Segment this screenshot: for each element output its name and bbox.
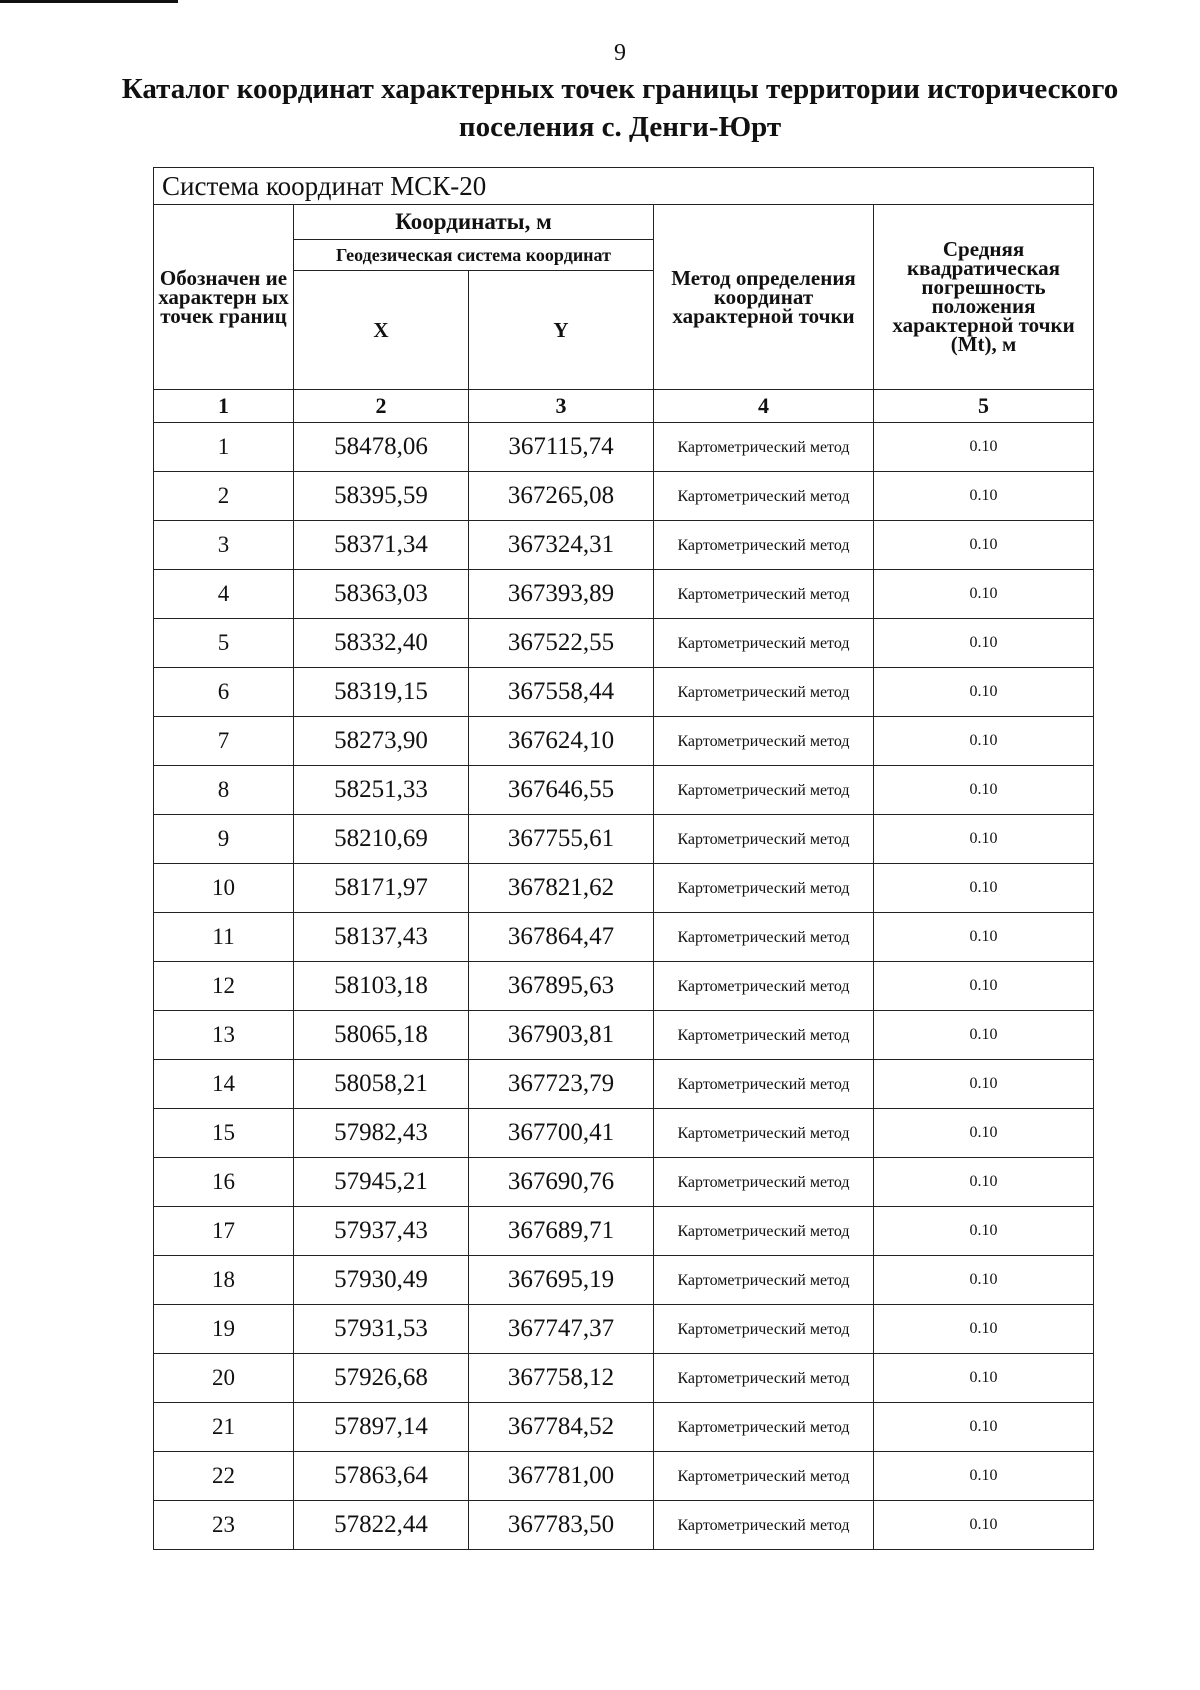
method-cell: Картометрический метод — [654, 717, 874, 766]
table-row — [154, 1109, 1094, 1158]
x-coordinate-cell: 57822,44 — [294, 1501, 469, 1550]
table-row — [154, 766, 1094, 815]
table-row — [154, 1158, 1094, 1207]
error-cell: 0.10 — [874, 1011, 1094, 1060]
x-coordinate-cell: 58210,69 — [294, 815, 469, 864]
y-coordinate-cell: 367700,41 — [469, 1109, 654, 1158]
point-number-cell: 8 — [154, 766, 294, 815]
method-cell: Картометрический метод — [654, 962, 874, 1011]
x-coordinate-cell: 57926,68 — [294, 1354, 469, 1403]
table-row — [154, 472, 1094, 521]
method-cell: Картометрический метод — [654, 570, 874, 619]
method-cell: Картометрический метод — [654, 423, 874, 472]
method-cell: Картометрический метод — [654, 668, 874, 717]
error-cell: 0.10 — [874, 815, 1094, 864]
y-coordinate-cell: 367624,10 — [469, 717, 654, 766]
point-number-cell: 19 — [154, 1305, 294, 1354]
point-number-cell: 16 — [154, 1158, 294, 1207]
point-number-cell: 6 — [154, 668, 294, 717]
y-coordinate-cell: 367646,55 — [469, 766, 654, 815]
x-coordinate-cell: 57931,53 — [294, 1305, 469, 1354]
x-coordinate-cell: 58395,59 — [294, 472, 469, 521]
error-cell: 0.10 — [874, 913, 1094, 962]
method-cell: Картометрический метод — [654, 1207, 874, 1256]
method-cell: Картометрический метод — [654, 864, 874, 913]
error-cell: 0.10 — [874, 1256, 1094, 1305]
x-coordinate-cell: 57897,14 — [294, 1403, 469, 1452]
table-row — [154, 1354, 1094, 1403]
x-coordinate-cell: 58103,18 — [294, 962, 469, 1011]
error-cell: 0.10 — [874, 423, 1094, 472]
error-cell: 0.10 — [874, 864, 1094, 913]
method-cell: Картометрический метод — [654, 1501, 874, 1550]
point-number-cell: 14 — [154, 1060, 294, 1109]
y-coordinate-cell: 367324,31 — [469, 521, 654, 570]
method-cell: Картометрический метод — [654, 815, 874, 864]
y-coordinate-cell: 367723,79 — [469, 1060, 654, 1109]
y-coordinate-cell: 367393,89 — [469, 570, 654, 619]
table-row — [154, 1452, 1094, 1501]
point-number-cell: 23 — [154, 1501, 294, 1550]
method-cell: Картометрический метод — [654, 1305, 874, 1354]
method-cell: Картометрический метод — [654, 913, 874, 962]
error-cell: 0.10 — [874, 1354, 1094, 1403]
table-row — [154, 1011, 1094, 1060]
x-coordinate-cell: 58171,97 — [294, 864, 469, 913]
table-row — [154, 815, 1094, 864]
table-row — [154, 423, 1094, 472]
y-coordinate-cell: 367758,12 — [469, 1354, 654, 1403]
point-number-cell: 3 — [154, 521, 294, 570]
method-cell: Картометрический метод — [654, 619, 874, 668]
point-number-cell: 11 — [154, 913, 294, 962]
method-cell: Картометрический метод — [654, 1452, 874, 1501]
method-cell: Картометрический метод — [654, 1403, 874, 1452]
y-coordinate-cell: 367265,08 — [469, 472, 654, 521]
table-row — [154, 1501, 1094, 1550]
error-cell: 0.10 — [874, 1060, 1094, 1109]
x-coordinate-cell: 57945,21 — [294, 1158, 469, 1207]
x-coordinate-cell: 57937,43 — [294, 1207, 469, 1256]
error-cell: 0.10 — [874, 1403, 1094, 1452]
coordinate-system-cell: Система координат МСК-20 — [154, 168, 1094, 205]
y-coordinate-cell: 367783,50 — [469, 1501, 654, 1550]
title-line-2: поселения с. Денги-Юрт — [458, 111, 782, 143]
method-cell: Картометрический метод — [654, 521, 874, 570]
x-coordinate-cell: 58058,21 — [294, 1060, 469, 1109]
header-x: X — [294, 271, 469, 390]
error-cell: 0.10 — [874, 1158, 1094, 1207]
table-row — [154, 864, 1094, 913]
page-number: 9 — [614, 40, 626, 66]
x-coordinate-cell: 58273,90 — [294, 717, 469, 766]
column-number-2: 2 — [294, 390, 469, 423]
method-cell: Картометрический метод — [654, 1158, 874, 1207]
error-cell: 0.10 — [874, 472, 1094, 521]
error-cell: 0.10 — [874, 521, 1094, 570]
table-row — [154, 1060, 1094, 1109]
point-number-cell: 18 — [154, 1256, 294, 1305]
header-error: Средняя квадратическая погрешность положения характерной точки (Mt), м — [874, 205, 1094, 390]
point-number-cell: 13 — [154, 1011, 294, 1060]
y-coordinate-cell: 367903,81 — [469, 1011, 654, 1060]
x-coordinate-cell: 58251,33 — [294, 766, 469, 815]
y-coordinate-cell: 367895,63 — [469, 962, 654, 1011]
point-number-cell: 15 — [154, 1109, 294, 1158]
x-coordinate-cell: 58371,34 — [294, 521, 469, 570]
y-coordinate-cell: 367695,19 — [469, 1256, 654, 1305]
point-number-cell: 2 — [154, 472, 294, 521]
error-cell: 0.10 — [874, 1109, 1094, 1158]
x-coordinate-cell: 58363,03 — [294, 570, 469, 619]
header-method: Метод определения координат характерной точки — [654, 205, 874, 390]
column-number-5: 5 — [874, 390, 1094, 423]
x-coordinate-cell: 58137,43 — [294, 913, 469, 962]
y-coordinate-cell: 367784,52 — [469, 1403, 654, 1452]
y-coordinate-cell: 367781,00 — [469, 1452, 654, 1501]
point-number-cell: 4 — [154, 570, 294, 619]
point-number-cell: 21 — [154, 1403, 294, 1452]
error-cell: 0.10 — [874, 962, 1094, 1011]
point-number-cell: 22 — [154, 1452, 294, 1501]
table-row — [154, 1305, 1094, 1354]
point-number-cell: 7 — [154, 717, 294, 766]
column-number-row — [154, 390, 1094, 423]
y-coordinate-cell: 367558,44 — [469, 668, 654, 717]
header-coordinates: Координаты, м — [294, 205, 654, 240]
table-row — [154, 619, 1094, 668]
x-coordinate-cell: 58478,06 — [294, 423, 469, 472]
x-coordinate-cell: 58332,40 — [294, 619, 469, 668]
table-row — [154, 1207, 1094, 1256]
table-row — [154, 570, 1094, 619]
method-cell: Картометрический метод — [654, 472, 874, 521]
column-number-1: 1 — [154, 390, 294, 423]
point-number-cell: 1 — [154, 423, 294, 472]
table-row — [154, 913, 1094, 962]
coordinates-table — [153, 167, 1094, 1550]
error-cell: 0.10 — [874, 1207, 1094, 1256]
point-number-cell: 9 — [154, 815, 294, 864]
table-row — [154, 1256, 1094, 1305]
table-row — [154, 521, 1094, 570]
error-cell: 0.10 — [874, 619, 1094, 668]
column-number-3: 3 — [469, 390, 654, 423]
error-cell: 0.10 — [874, 717, 1094, 766]
header-designation: Обозначен ие характерн ых точек границ — [154, 205, 294, 390]
method-cell: Картометрический метод — [654, 1060, 874, 1109]
x-coordinate-cell: 57930,49 — [294, 1256, 469, 1305]
document-title — [110, 70, 1130, 146]
header-y: Y — [469, 271, 654, 390]
error-cell: 0.10 — [874, 1305, 1094, 1354]
error-cell: 0.10 — [874, 1501, 1094, 1550]
top-rule — [0, 0, 178, 3]
y-coordinate-cell: 367864,47 — [469, 913, 654, 962]
point-number-cell: 17 — [154, 1207, 294, 1256]
y-coordinate-cell: 367747,37 — [469, 1305, 654, 1354]
x-coordinate-cell: 58319,15 — [294, 668, 469, 717]
table-row — [154, 668, 1094, 717]
point-number-cell: 12 — [154, 962, 294, 1011]
column-number-4: 4 — [654, 390, 874, 423]
error-cell: 0.10 — [874, 1452, 1094, 1501]
x-coordinate-cell: 57863,64 — [294, 1452, 469, 1501]
method-cell: Картометрический метод — [654, 766, 874, 815]
table-row — [154, 962, 1094, 1011]
method-cell: Картометрический метод — [654, 1109, 874, 1158]
method-cell: Картометрический метод — [654, 1354, 874, 1403]
y-coordinate-cell: 367821,62 — [469, 864, 654, 913]
y-coordinate-cell: 367690,76 — [469, 1158, 654, 1207]
error-cell: 0.10 — [874, 570, 1094, 619]
header-geodetic-system: Геодезическая система координат — [294, 240, 654, 271]
x-coordinate-cell: 58065,18 — [294, 1011, 469, 1060]
point-number-cell: 5 — [154, 619, 294, 668]
point-number-cell: 10 — [154, 864, 294, 913]
error-cell: 0.10 — [874, 766, 1094, 815]
y-coordinate-cell: 367689,71 — [469, 1207, 654, 1256]
table-row — [154, 717, 1094, 766]
y-coordinate-cell: 367115,74 — [469, 423, 654, 472]
title-line-1: Каталог координат характерных точек границы территории исторического — [121, 73, 1119, 105]
y-coordinate-cell: 367522,55 — [469, 619, 654, 668]
point-number-cell: 20 — [154, 1354, 294, 1403]
error-cell: 0.10 — [874, 668, 1094, 717]
x-coordinate-cell: 57982,43 — [294, 1109, 469, 1158]
method-cell: Картометрический метод — [654, 1011, 874, 1060]
table-row — [154, 1403, 1094, 1452]
method-cell: Картометрический метод — [654, 1256, 874, 1305]
y-coordinate-cell: 367755,61 — [469, 815, 654, 864]
